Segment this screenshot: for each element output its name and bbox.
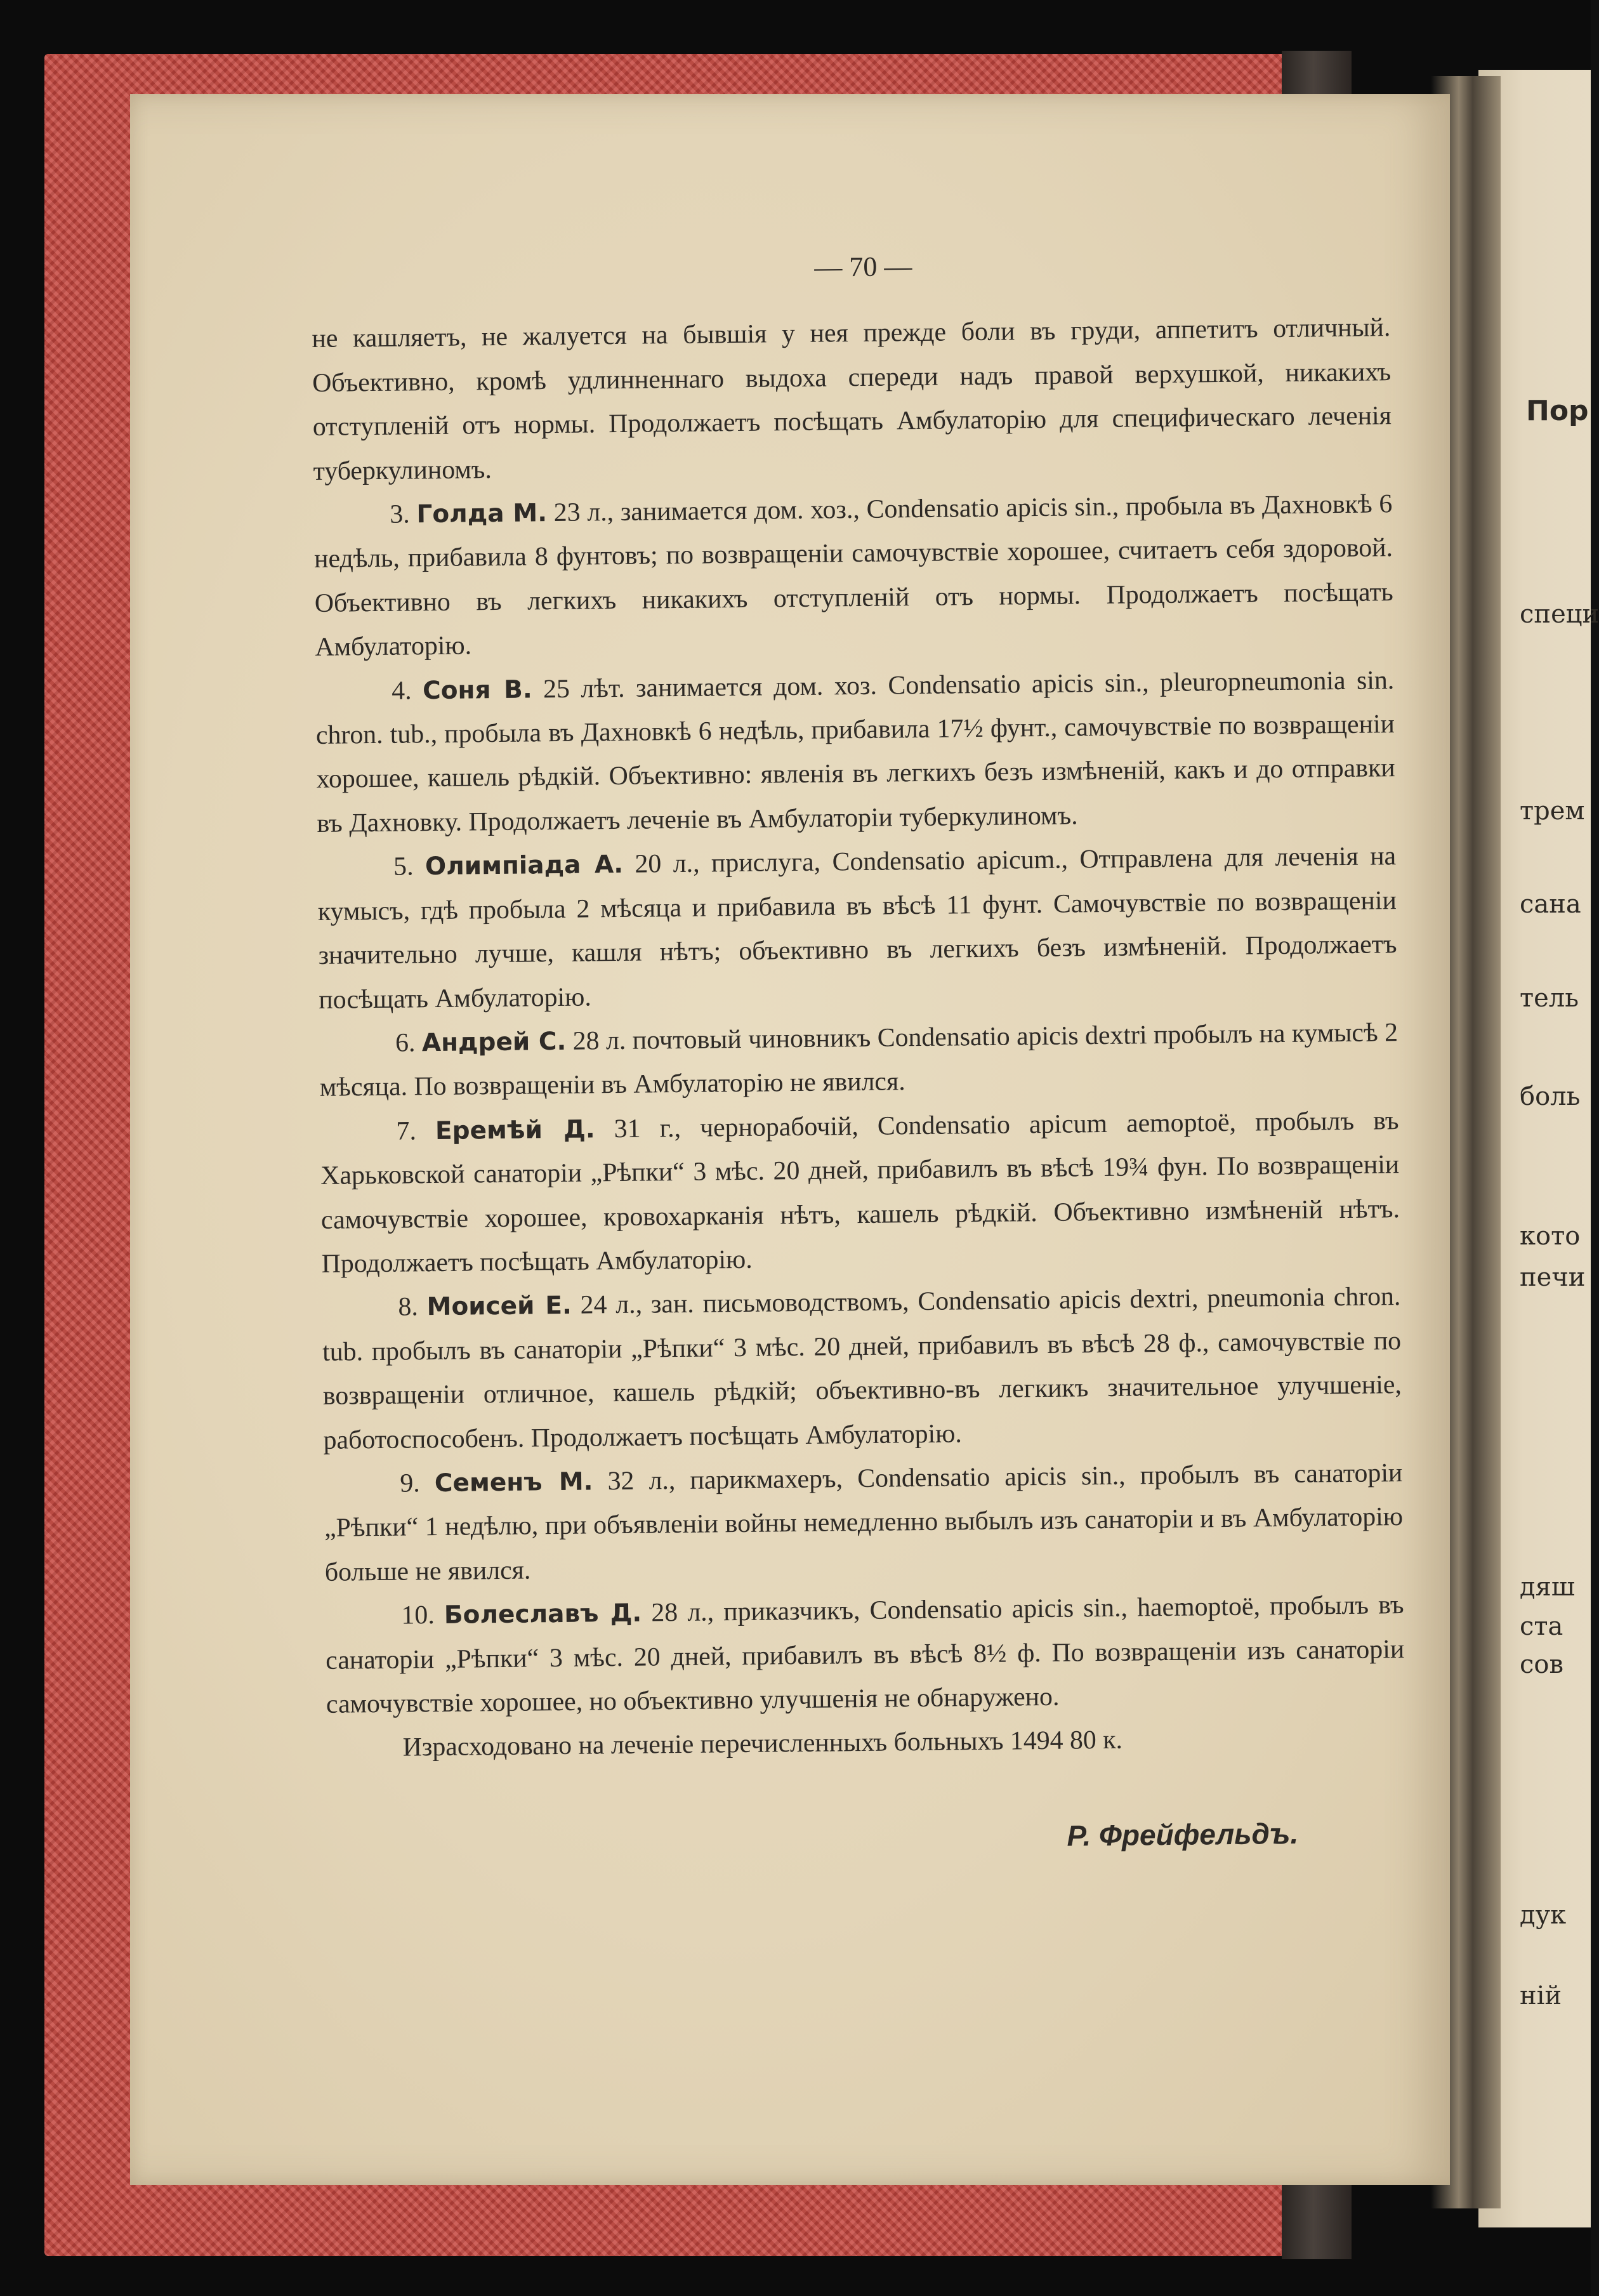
facing-page-fragment: тель [1520, 984, 1579, 1013]
facing-page-fragment: сов [1520, 1650, 1564, 1679]
paragraph-continuation [312, 307, 1392, 494]
patient-name: Семенъ М. [434, 1467, 593, 1498]
case-number: 6. [395, 1028, 416, 1058]
patient-name: Олимпіада А. [424, 850, 624, 881]
case-number: 5. [393, 852, 414, 881]
facing-page-fragment: ній [1520, 1981, 1562, 2010]
case-text: 31 г., чернорабочій, Condensatio apicum aemoptoë, пробылъ въ Харьковской санаторіи „Рѣпки“ 3 мѣс. 20 дней, прибавилъ въ вѣсѣ 19¾ фун. По возвращеніи самочувствіе хорошее, кровохарканія нѣтъ, кашель рѣдкій. Объективно измѣненій нѣтъ. Продолжаетъ посѣщать Амбулаторію. [320, 1105, 1400, 1279]
case-entry [320, 1099, 1400, 1286]
facing-page-fragment: кото [1520, 1222, 1581, 1251]
case-number: 7. [396, 1116, 417, 1146]
patient-name: Андрей С. [421, 1027, 567, 1058]
case-entry [315, 659, 1396, 846]
case-entry [319, 1011, 1398, 1111]
case-number: 4. [392, 676, 412, 706]
patient-name: Болеславъ Д. [444, 1599, 642, 1630]
facing-page-fragment: Пор [1526, 395, 1589, 427]
case-entry [324, 1451, 1404, 1595]
facing-page-fragment: дук [1520, 1901, 1567, 1930]
patient-name: Голда М. [416, 499, 548, 529]
facing-page-fragment: сана [1520, 890, 1581, 919]
paragraph-text: не кашляетъ, не жалуется на бывшія у нея прежде боли въ груди, аппетитъ отличный. Объективно, кромѣ удлинненнаго выдоха спереди надъ правой верхушкой, никакихъ отступленій отъ нормы. Продолжаетъ посѣщать Амбулаторію для специфическаго леченія туберкулиномъ. [312, 313, 1392, 486]
case-text: 23 л., занимается дом. хоз., Condensatio apicis sin., пробыла въ Дахновкѣ 6 недѣль, прибавила 8 фунтовъ; по возвращеніи самочувствіе хорошее, считаетъ себя здоровой. Объективно въ легкихъ никакихъ отступленій отъ нормы. Продолжаетъ посѣщать Амбулаторію. [313, 489, 1393, 663]
case-entry [325, 1583, 1405, 1727]
facing-page-fragment: боль [1520, 1082, 1581, 1111]
case-text: 24 л., зан. письмоводствомъ, Condensatio apicis dextri, pneumonia chron. tub. пробылъ въ санаторіи „Рѣпки“ 3 мѣс. 20 дней, прибавилъ въ вѣсѣ 28 ф., самочувствіе по возвращеніи отличное, кашель рѣдкій; объективно-въ легкикъ значительное улучшеніе, работоспособенъ. Продолжаетъ посѣщать Амбулаторію. [322, 1282, 1402, 1455]
case-text: 28 л. почтовый чиновникъ Condensatio apicis dextri пробылъ на кумысѣ 2 мѣсяца. По возвращеніи въ Амбулаторію не явился. [319, 1018, 1398, 1103]
case-entry [322, 1275, 1402, 1462]
case-text: 32 л., парикмахеръ, Condensatio apicis sin., пробылъ въ санаторіи „Рѣпки“ 1 недѣлю, при объявленіи войны немедленно выбылъ изъ санаторіи и въ Амбулаторію больше не явился. [324, 1458, 1404, 1587]
case-entry [317, 835, 1398, 1022]
author-signature: Р. Фрейфельдъ. [1067, 1816, 1299, 1852]
case-number: 8. [398, 1292, 419, 1322]
facing-page-fragment: специ [1520, 600, 1599, 629]
page-text-block [311, 239, 1407, 1866]
facing-page-fragment: ста [1520, 1612, 1563, 1641]
case-number: 9. [400, 1468, 420, 1498]
case-text: 20 л., прислуга, Condensatio apicum., Отправлена для леченія на кумысъ, гдѣ пробыла 2 мѣсяца и прибавила въ вѣсѣ 11 фунт. Самочувствіе по возвращеніи значительно лучше, кашля нѣтъ; объективно въ легкихъ безъ измѣненій. Продолжаетъ посѣщать Амбулаторію. [317, 841, 1397, 1015]
case-text: 28 л., приказчикъ, Condensatio apicis sin., haemoptoë, пробылъ въ санаторіи „Рѣпки“ 3 мѣс. 20 дней, прибавилъ въ вѣсѣ 8½ ф. По возвращеніи изъ санаторіи самочувствіе хорошее, но объективно улучшенія не обнаружено. [326, 1590, 1405, 1719]
facing-page-fragment: трем [1520, 796, 1585, 826]
case-entry [313, 482, 1394, 670]
page-number: — 70 — [814, 251, 912, 283]
facing-page-fragment: дяш [1520, 1573, 1576, 1602]
case-text: 25 лѣт. занимается дом. хоз. Condensatio apicis sin., pleuropneumonia sin. chron. tub., пробыла въ Дахновкѣ 6 недѣль, прибавила 17½ фунт., самочувствіе по возвращеніи хорошее, кашель рѣдкій. Объективно: явленія въ легкихъ безъ измѣненій, какъ и до отправки въ Дахновку. Продолжаетъ леченіе въ Амбулаторіи туберкулиномъ. [315, 665, 1395, 838]
case-number: 10. [401, 1600, 435, 1630]
patient-name: Соня В. [422, 675, 532, 705]
facing-page-fragment: печи [1520, 1263, 1586, 1292]
patient-name: Моисей Е. [426, 1291, 572, 1322]
case-number: 3. [390, 499, 410, 529]
case-text: Израсходовано на леченіе перечисленныхъ больныхъ 1494 80 к. [402, 1725, 1123, 1763]
patient-name: Еремѣй Д. [435, 1115, 595, 1145]
